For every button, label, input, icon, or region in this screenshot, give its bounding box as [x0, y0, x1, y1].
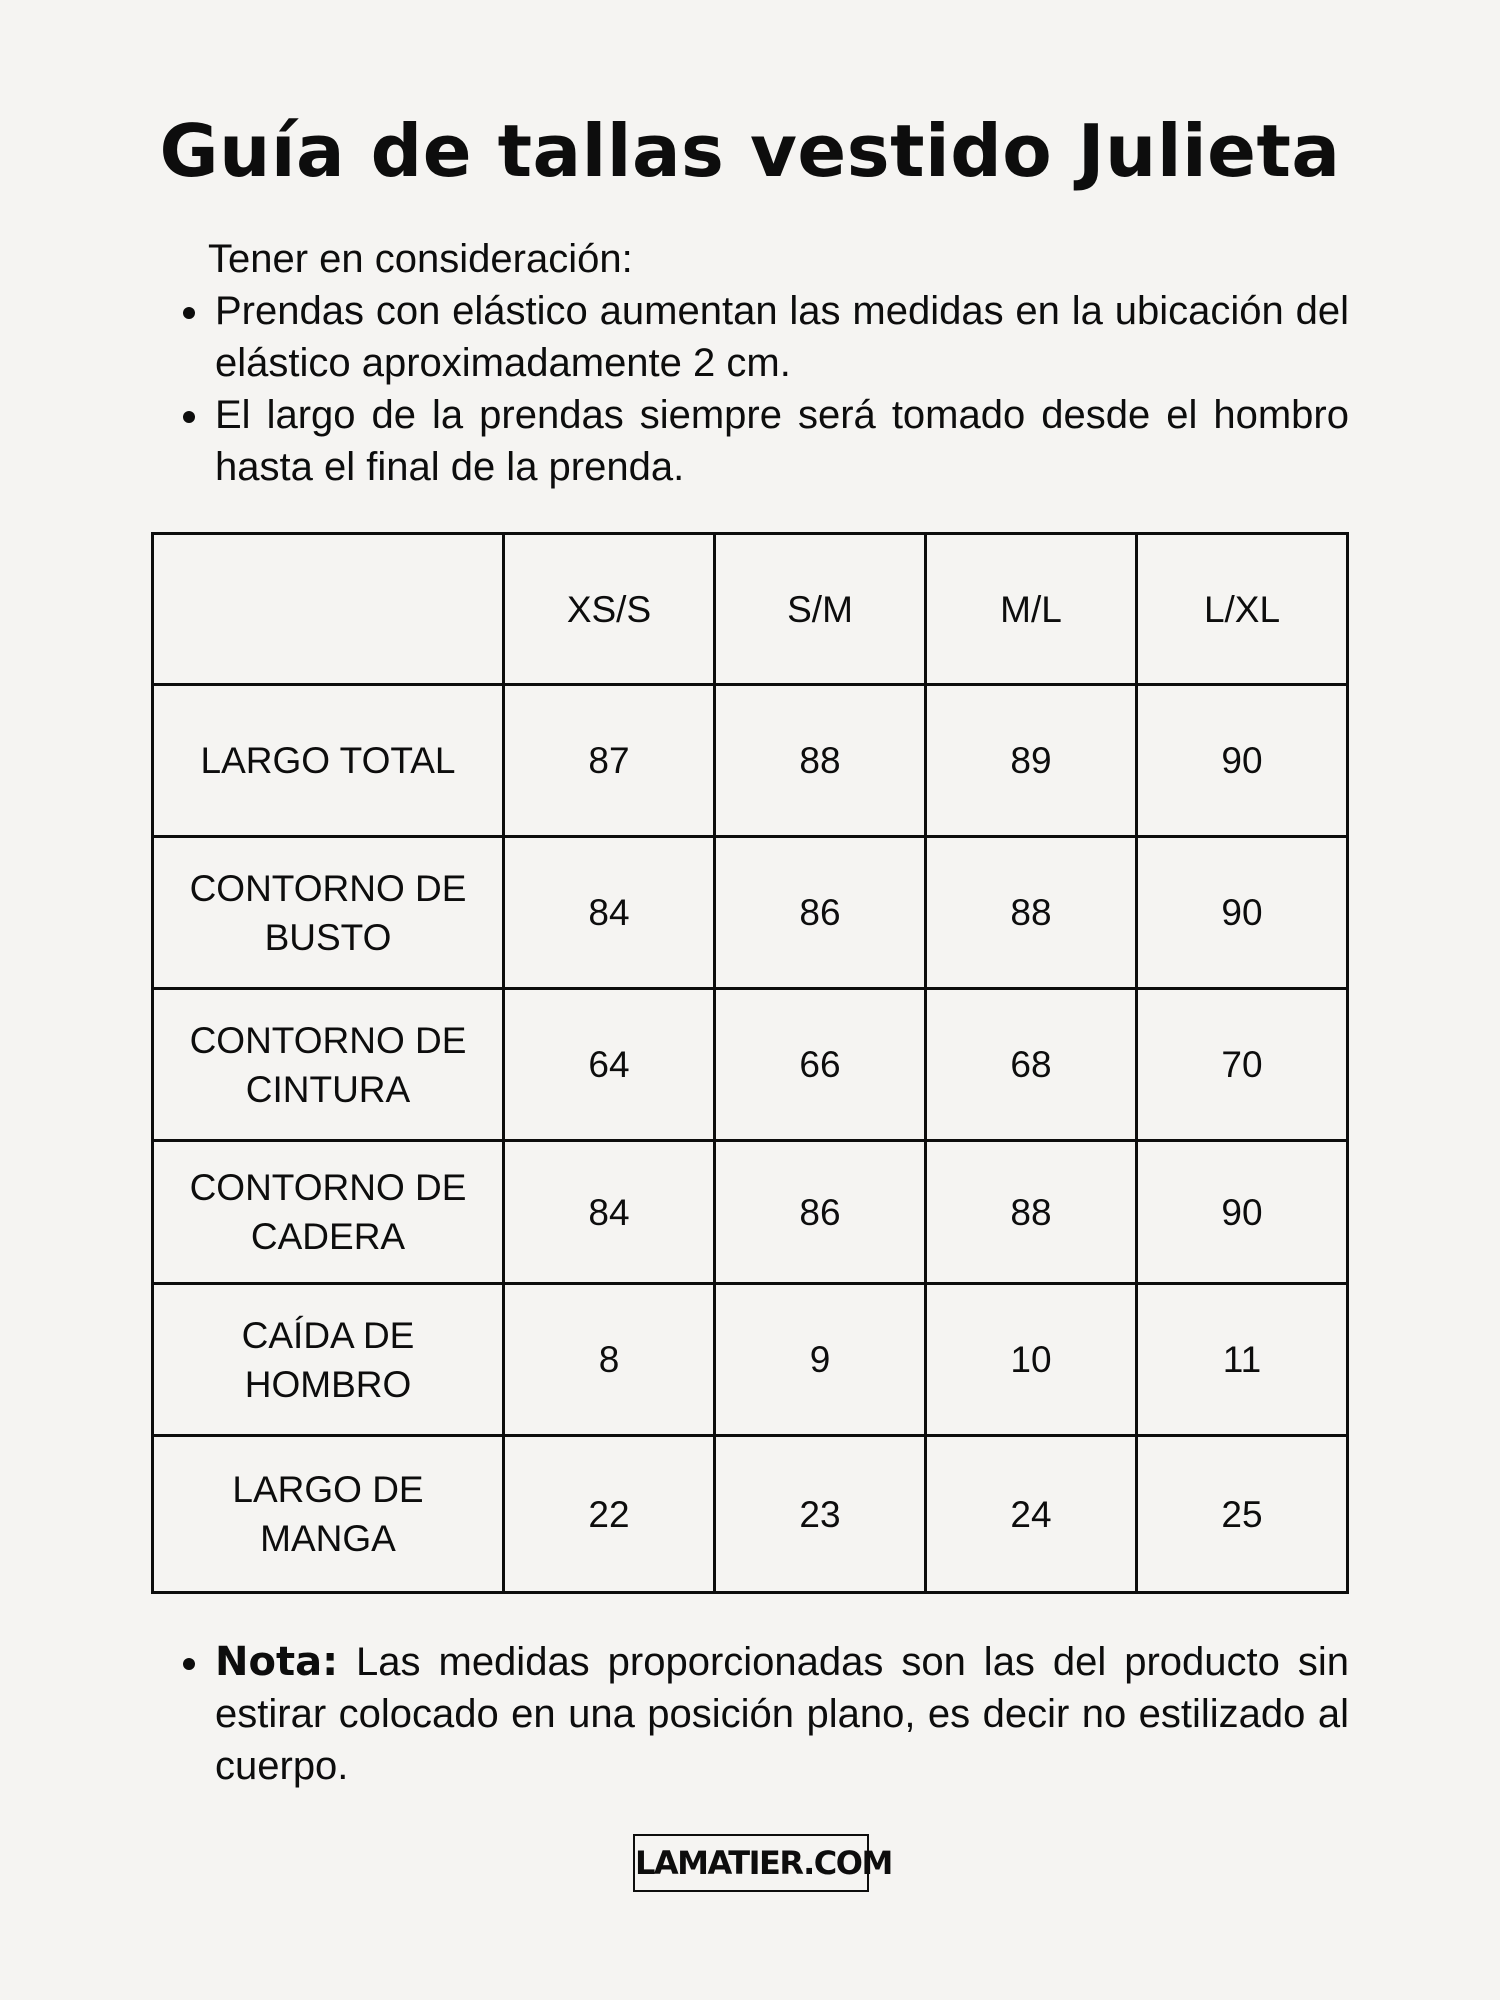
table-cell: 90 [1137, 1141, 1348, 1284]
consideration-heading: Tener en consideración: [208, 237, 633, 281]
table-cell: 88 [715, 685, 926, 837]
table-cell: 11 [1137, 1284, 1348, 1436]
table-cell: 66 [715, 989, 926, 1141]
table-cell: 8 [504, 1284, 715, 1436]
note-list [183, 1636, 1349, 1792]
table-cell: 84 [504, 1141, 715, 1284]
bullet-elastic: Prendas con elástico aumentan las medidas en la ubicación del elástico aproximadamente 2 cm. [183, 285, 1349, 389]
table-cell: 89 [926, 685, 1137, 837]
row-label: LARGO TOTAL [153, 685, 504, 837]
table-cell: 9 [715, 1284, 926, 1436]
page-title: Guía de tallas vestido Julieta [159, 109, 1341, 193]
row-label: CONTORNO DE BUSTO [153, 837, 504, 989]
table-cell: 88 [926, 1141, 1137, 1284]
table-row [153, 685, 1348, 837]
table-cell: 64 [504, 989, 715, 1141]
table-cell: 90 [1137, 837, 1348, 989]
consideration-list [183, 285, 1349, 493]
brand-website-badge: LAMATIER.COM [633, 1834, 869, 1892]
table-row [153, 1141, 1348, 1284]
table-cell: 70 [1137, 989, 1348, 1141]
table-cell: 25 [1137, 1436, 1348, 1593]
table-cell: 68 [926, 989, 1137, 1141]
table-cell: 23 [715, 1436, 926, 1593]
table-cell: 24 [926, 1436, 1137, 1593]
row-label: CAÍDA DE HOMBRO [153, 1284, 504, 1436]
table-row [153, 989, 1348, 1141]
table-cell: 88 [926, 837, 1137, 989]
table-cell: 90 [1137, 685, 1348, 837]
size-table [151, 532, 1349, 1594]
table-cell: 10 [926, 1284, 1137, 1436]
table-cell: 86 [715, 837, 926, 989]
note-label: Nota: [215, 1639, 339, 1685]
table-row [153, 837, 1348, 989]
header-size-s-m: S/M [715, 534, 926, 685]
table-row [153, 1436, 1348, 1593]
table-row [153, 1284, 1348, 1436]
table-cell: 87 [504, 685, 715, 837]
header-corner-cell [153, 534, 504, 685]
table-cell: 84 [504, 837, 715, 989]
table-cell: 22 [504, 1436, 715, 1593]
header-size-l-xl: L/XL [1137, 534, 1348, 685]
row-label: CONTORNO DE CINTURA [153, 989, 504, 1141]
note-item [183, 1636, 1349, 1792]
row-label: CONTORNO DE CADERA [153, 1141, 504, 1284]
table-header-row [153, 534, 1348, 685]
bullet-length: El largo de la prendas siempre será tomado desde el hombro hasta el final de la prenda. [183, 389, 1349, 493]
row-label: LARGO DE MANGA [153, 1436, 504, 1593]
header-size-m-l: M/L [926, 534, 1137, 685]
note-text: Las medidas proporcionadas son las del producto sin estirar colocado en una posición plano, es decir no estilizado al cuerpo. [215, 1640, 1349, 1788]
table-cell: 86 [715, 1141, 926, 1284]
header-size-xs-s: XS/S [504, 534, 715, 685]
